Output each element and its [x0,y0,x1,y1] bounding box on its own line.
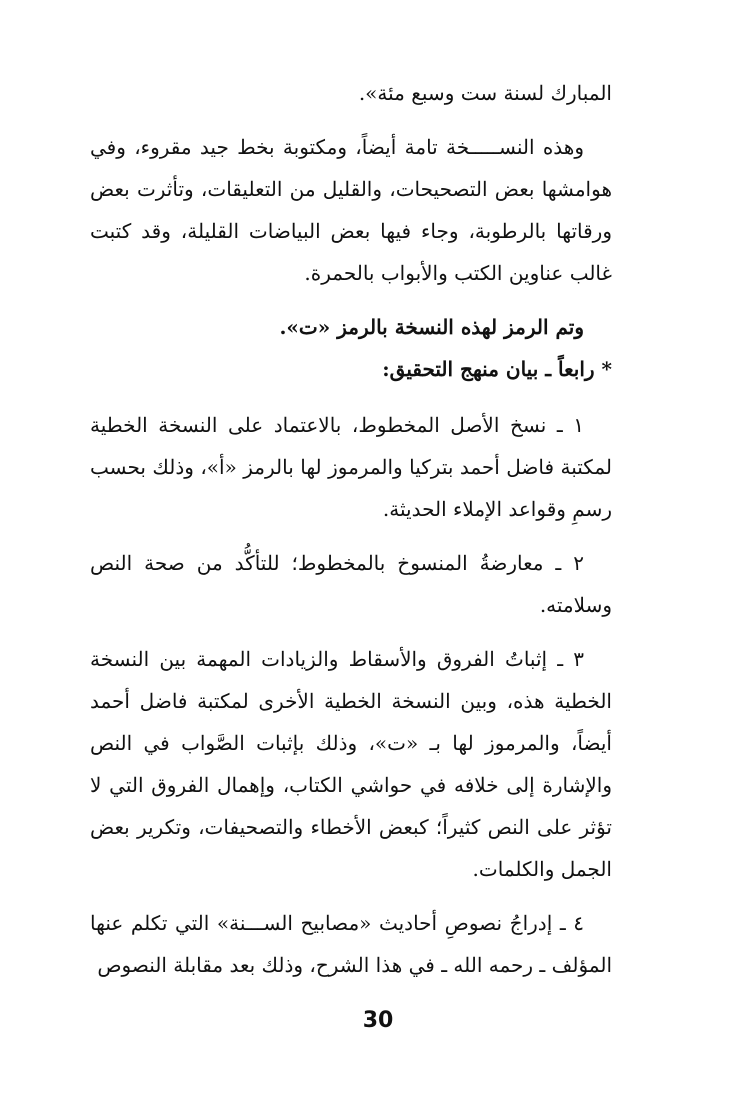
list-item-4: ٤ ـ إدراجُ نصوصِ أحاديث «مصابيح الســـنة» التي تكلم عنها المؤلف ـ رحمه الله ـ في هذا الشرح، وذلك بعد مقابلة النصوص [90,911,612,977]
list-item-3: ٣ ـ إثباتُ الفروق والأسقاط والزيادات المهمة بين النسخة الخطية هذه، وبين النسخة الخطية الأخرى لمكتبة فاضل أحمد أيضاً، والمرموز لها بـ «ت»، وذلك بإثبات الصَّواب في النص والإشارة إلى خلافه في حواشي الكتاب، وإهمال الفروق التي لا تؤثر على النص كثيراً؛ كبعض الأخطاء والتصحيفات، وتكرير بعض الجمل والكلمات. [90,647,612,881]
paragraph-intro-end: المبارك لسنة ست وسبع مئة». [358,81,612,105]
paragraph-manuscript-symbol: وتم الرمز لهذه النسخة بالرمز «ت». [279,315,584,339]
paragraph-manuscript-description: وهذه النســـــخة تامة أيضاً، ومكتوبة بخط جيد مقروء، وفي هوامشها بعض التصحيحات، والقليل من التعليقات، وتأثرت بعض ورقاتها بالرطوبة، وجاء فيها بعض البياضات القليلة، وقد كتبت غالب عناوين الكتب والأبواب بالحمرة. [90,135,612,285]
section-title-methodology: * رابعاً ـ بيان منهج التحقيق: [382,357,612,381]
page-number: 30 [362,1008,394,1033]
page-body [90,72,612,986]
list-item-1: ١ ـ نسخ الأصل المخطوط، بالاعتماد على النسخة الخطية لمكتبة فاضل أحمد بتركيا والمرموز لها بالرمز «أ»، وذلك بحسب رسمِ وقواعد الإملاء الحديثة. [90,413,612,521]
list-item-2: ٢ ـ معارضةُ المنسوخ بالمخطوط؛ للتأكُّد من صحة النص وسلامته. [90,551,612,617]
